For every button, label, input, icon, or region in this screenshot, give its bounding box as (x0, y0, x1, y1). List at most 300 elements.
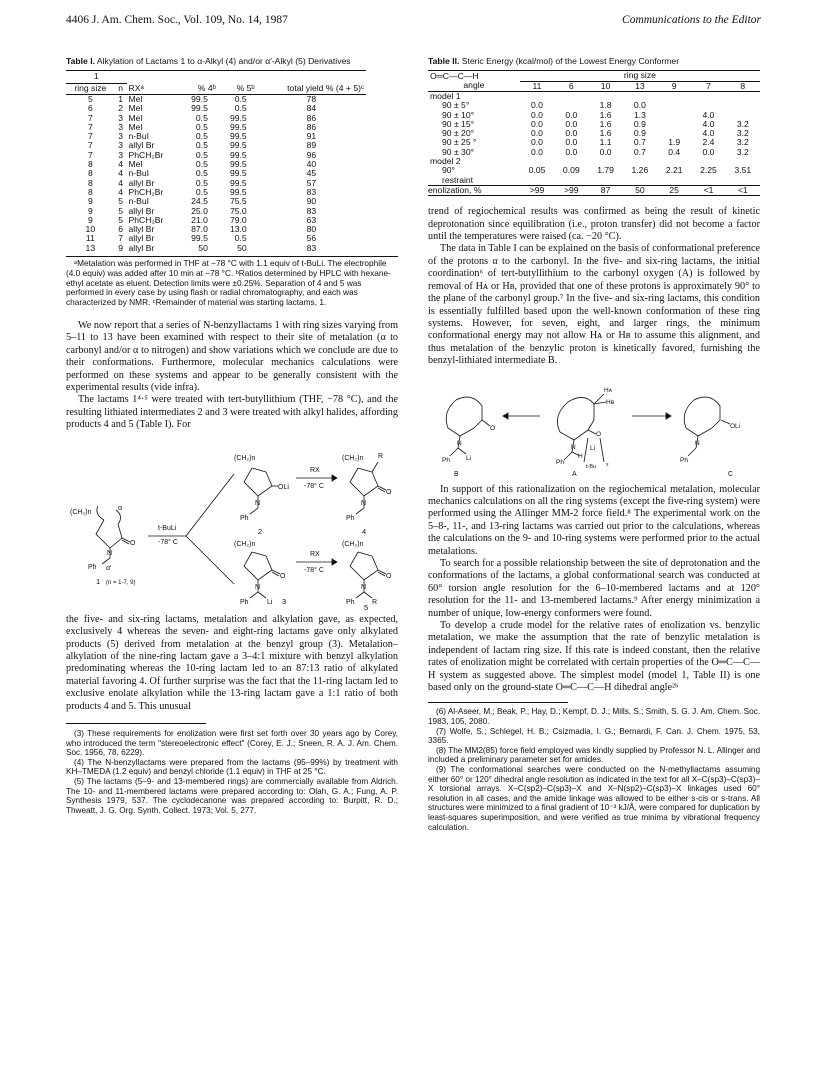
table2-cell: 0.0 (531, 118, 543, 129)
table2-cell: 87 (600, 184, 611, 195)
structure-c (684, 397, 730, 456)
table1-col-header: RXᵃ (128, 82, 144, 93)
compound-5-structure (350, 552, 386, 598)
table1-caption (66, 56, 398, 66)
table1-cell: 99.5 (229, 177, 247, 188)
table1-cell: 7 (87, 121, 93, 132)
table1-cell: 96 (306, 149, 317, 160)
table1-footnote: ᵃMetalation was performed in THF at −78 °C with 1.1 equiv of t-BuLi. The electrophile (4.0 equiv) was added after 10 min at −78 °C. ᵇRatios determined by HPLC with hexane-ethyl acetate as eluent. Detection limits were ±0.25%. Separation of 4 and 5 was performed in every case by using flash or radial chromatography, and each was characterized by NMR. ᶜRemainder of material was starting lactams, 1. (66, 258, 391, 308)
table-row (66, 141, 366, 150)
table1-cell: 5 (118, 205, 123, 216)
table2-cell: 1.8 (599, 100, 612, 111)
compound-1-ch2n: (CH₂)n (70, 508, 92, 516)
table2-cell: 0.0 (531, 128, 543, 139)
table2-cell: 25 (669, 184, 679, 195)
c-n: N (695, 439, 700, 447)
compound-2-oli: OLi (278, 483, 289, 491)
table1-group-header: 1 (66, 71, 127, 83)
compound-4-n: N (361, 499, 367, 507)
table1-cell: 91 (306, 131, 317, 142)
table2-cell: 0.09 (562, 165, 580, 176)
c-oli: OLi (730, 422, 741, 430)
table1-cell: 0.5 (234, 103, 247, 114)
table1-cell: PhCH₂Br (128, 186, 164, 197)
table1-cell: allyl Br (128, 177, 155, 188)
compound-3-structure (244, 552, 280, 598)
table1-cell: 4 (118, 159, 123, 170)
table2-ring-size: 9 (671, 80, 677, 91)
table1-cell: 0.5 (195, 149, 208, 160)
rx-temp-1: -78° C (304, 482, 324, 490)
right-paragraph-3: In support of this rationalization on the regiochemical metalation, molecular mechanics calculations on all the ring systems (except the five-ring system) were performed using the Allinger MM-2 force field.⁸ The experimental work on the 5–8-, 11-, and 13-ring lactams was carried out prior to the calculations, whereas the calculations on the 9- and 10-ring systems were performed prior to the actual metalations. (428, 483, 760, 557)
table-row (66, 132, 366, 141)
compound-2-n: N (255, 499, 261, 507)
table2-cell: 1.9 (668, 137, 681, 148)
table1-cell: allyl Br (128, 140, 155, 151)
compound-5-r: R (372, 598, 378, 606)
table2-cell: 4.0 (702, 128, 715, 139)
table-row (66, 234, 366, 243)
table2-caption-text: Steric Energy (kcal/mol) of the Lowest Energy Conformer (461, 56, 680, 66)
b-ph: Ph (442, 456, 450, 464)
table2-col0-top: O═C—C—H (430, 70, 479, 81)
table1-footnotes (66, 256, 398, 308)
table1-cell: 90 (306, 196, 317, 207)
table1-cell: n-BuI (128, 168, 150, 179)
table1-cell: 3 (118, 121, 123, 132)
table2-cell: 90 ± 30° (442, 146, 475, 157)
table2-model2-label: model 2 (430, 156, 461, 167)
footnote-5: (5) The lactams (5–9- and 13-membered rings) are commercially available from Aldrich. The 10- and 11-membered lactams were prepared according to: Olah, G. A.; Fung, A. P. Synthesis 1979, 537. The cyclodecanone was prepared according to: Burpitt, R. D.; Thweatt, J. G. Org. Synth. Collect. 1973; Vol. 5, 277. (66, 776, 398, 815)
compound-3-o: O (280, 572, 286, 580)
a-n: N (571, 443, 576, 451)
compound-3-ch2n: (CH₂)n (234, 540, 256, 548)
table2-cell: 0.4 (668, 146, 681, 157)
left-body-continued (66, 614, 398, 713)
table1-cell: 3 (118, 149, 123, 160)
table2-cell: 0.0 (702, 146, 715, 157)
left-paragraph-1: We now report that a series of N-benzyllactams 1 with ring sizes varying from 5–11 to 13 have been examined with respect to their site of metalation (α to carbonyl and/or α to nitrogen) and show variations which we conclude are due to their conformations. Furthermore, molecular mechanics calculations were performed on these systems and appear to be generally consistent with the experimental results (vide infra). (66, 320, 398, 394)
table-row (66, 104, 366, 113)
table1-cell: 9 (87, 196, 93, 207)
table1-caption-label: Table I. (66, 56, 95, 66)
table-row (66, 179, 366, 188)
table2-cell: 3.2 (736, 118, 749, 129)
left-body (66, 320, 398, 432)
left-paragraph-3: the five- and six-ring lactams, metalation and alkylation gave, as expected, exclusively 4 whereas the seven- and eight-ring lactams gave only alkylated products (5) derived from metalation at the benzyl group (3). Metalation–alkylation of the nine-ring lactam gave a 3–4:1 mixture with benzyl alkylation predominating whereas the 10-ring lactam led to an 87:13 ratio of alkylated material favoring 4. Of further surprise was the fact that the 11-ring lactam led to exclusive enolate alkylation while the 13-ring lactam gave a 1:1 ratio of both products 4 and 5. This unusual (66, 613, 398, 712)
compound-3-ph: Ph (240, 598, 249, 606)
table1-cell: 8 (87, 168, 93, 179)
table2-cell: 90° (442, 165, 455, 176)
table2-cell: 2.4 (702, 137, 715, 148)
compound-1-note: (n = 1-7, 9) (106, 579, 136, 586)
compound-2-label: 2 (258, 526, 263, 536)
table1-cell: 0.5 (234, 94, 247, 104)
b-o: O (490, 424, 496, 432)
table-row (66, 197, 366, 206)
table2-ring-size: 11 (532, 80, 542, 91)
compound-5-n: N (361, 583, 367, 591)
compound-4-r: R (378, 452, 384, 460)
table1-cell: 99.5 (191, 103, 208, 114)
table1-col-header: ring size (74, 82, 107, 93)
table1-cell: MeI (128, 94, 143, 104)
tbuli-label: t-BuLi (158, 524, 177, 532)
table1-cell: 99.5 (229, 131, 247, 142)
structure-a (557, 394, 606, 462)
branch-up (186, 474, 234, 536)
table2-cell: 0.0 (565, 137, 578, 148)
table2-cell: >99 (564, 184, 579, 195)
table1-cell: 84 (306, 103, 317, 114)
table1-cell: 3 (118, 112, 123, 123)
table2-cell: 3.2 (736, 137, 749, 148)
table1-cell: 99.5 (229, 159, 247, 170)
table-row (66, 123, 366, 132)
footnote-8: (8) The MM2(85) force field employed was kindly supplied by Professor N. L. Allinger and included a preliminary parameter set for amides. (428, 745, 760, 765)
table1-cell: 0.5 (195, 159, 208, 170)
table2-cell: <1 (703, 184, 714, 195)
left-column (66, 56, 398, 815)
table1-cell: 13.0 (229, 224, 247, 235)
compound-5-o: O (386, 572, 392, 580)
table2-cell (726, 101, 760, 110)
table2-cell: >99 (529, 184, 545, 195)
table2-group-header: ring size (520, 71, 760, 81)
right-column (428, 56, 760, 832)
right-body-continued (428, 484, 760, 695)
table1-cell: 50 (237, 242, 247, 253)
left-paragraph-2: The lactams 1⁴·⁵ were treated with tert-butyllithium (THF, −78 °C), and the resulting lithiated intermediates 2 and 3 were treated with alkyl halides, affording products 4 and 5 (Table I). For (66, 394, 398, 431)
table2-header-row (428, 81, 760, 91)
table1-cell: 50 (198, 242, 208, 253)
table1-cell: 99.5 (191, 94, 208, 104)
table1-cell: 45 (306, 168, 317, 179)
table2-caption (428, 56, 760, 66)
table2-cell: 1.6 (599, 128, 612, 139)
table1-cell: 21.0 (191, 214, 208, 225)
table2-cell: 0.0 (565, 109, 578, 120)
table1-cell: 75.5 (229, 196, 247, 207)
table2-cell: <1 (737, 184, 748, 195)
a-h: H (578, 452, 583, 460)
table1-cell: 6 (87, 103, 93, 114)
right-body (428, 206, 760, 367)
table1-cell: 7 (87, 131, 93, 142)
table1-cell: 83 (306, 186, 317, 197)
footnote-6: (6) Al-Aseer, M.; Beak, P.; Hay, D.; Kempf, D. J.; Mills, S.; Smith, S. G. J. Am. Chem. Soc. 1983, 105, 2080. (428, 707, 760, 727)
right-paragraph-2: The data in Table I can be explained on the basis of conformational preference of the protons α to the carbonyl. In the five- and six-ring lactams, the initial coordination⁶ of tert-butyllithium to the carbonyl oxygen (A) is followed by removal of Hᴀ or Hʙ, provided that one of these protons is approximately 90° to the plane of the carbonyl group.⁷ In the five- and six-ring lactams, this condition is essentially fulfilled based upon the well-known conformation of these ring systems. However, for seven, eight, and larger rings, the minimum conformational energy may not allow Hᴀ or Hʙ to assume this alignment, and thus metalation of the benzylic proton is kinetically favored, furnishing the benzyl-lithiated intermediate B. (428, 243, 760, 367)
table2-cell: 90 ± 20° (442, 128, 475, 139)
table2-caption-label: Table II. (428, 56, 460, 66)
table1-cell: 8 (87, 177, 93, 188)
compound-4-ch2n: (CH₂)n (342, 454, 364, 462)
table-row (428, 185, 760, 195)
table1-cell: 5 (118, 196, 123, 207)
table1-cell: MeI (128, 103, 143, 114)
table2-cell (657, 120, 691, 129)
b-n: N (457, 439, 462, 447)
table1-cell: 3 (118, 140, 123, 151)
table1-cell: allyl Br (128, 205, 155, 216)
table1-cell: 0.5 (195, 140, 208, 151)
compound-4-structure (350, 462, 386, 514)
table-row (428, 148, 760, 157)
table1-cell: 79.0 (229, 214, 247, 225)
table1-cell: allyl Br (128, 233, 155, 244)
compound-1-structure (96, 506, 130, 564)
compound-1-n: N (107, 549, 113, 557)
table1-cell: 3 (118, 131, 123, 142)
branch-down (186, 536, 234, 584)
left-footnotes (66, 729, 398, 815)
a-x: x (606, 461, 609, 468)
table1-cell: 13 (85, 242, 96, 253)
table1-cell: 8 (87, 159, 93, 170)
table2-cell: 0.0 (565, 128, 578, 139)
footnote-9: (9) The conformational searches were conducted on the N-methyllactams assuming either 60° or 120° dihedral angle resolution as indicated in the text for all X–C(sp3)–C(sp3)–X torsional arrays. X–C(sp2)–C(sp3)–X and X–N(sp2)–C(sp3)–X linkages used 60° resolution in all cases, and the amide linkage was allowed to be either s-cis or s-trans. All structures were minimized to a final gradient of 10⁻³ kJ/Å, were compared for duplication by least-squares superimposition, and were verified as true minima by vibrational frequency calculation. (428, 765, 760, 832)
right-footnotes (428, 703, 760, 832)
b-li: Li (466, 454, 472, 462)
table1-cell: 89 (306, 140, 317, 151)
table2-ring-size: 7 (706, 80, 711, 91)
table1-caption-text: Alkylation of Lactams 1 to α-Alkyl (4) and/or α′-Alkyl (5) Derivatives (96, 56, 351, 66)
table1-cell: allyl Br (128, 242, 155, 253)
table2-cell: 0.7 (633, 146, 646, 157)
table1-cell: MeI (128, 159, 143, 170)
a-tbu: t-Bu (586, 463, 597, 470)
table1-cell: 2 (118, 103, 123, 114)
footnote-7: (7) Wolfe, S.; Schlegel, H. B.; Csizmadia, I. G.; Bernardi, F. Can. J. Chem. 1975, 53, 3365. (428, 726, 760, 746)
table2-cell: 0.9 (633, 118, 646, 129)
table2-cell: 2.25 (700, 165, 717, 176)
a-ha: Hᴀ (604, 386, 612, 394)
table1-cell: 7 (87, 140, 93, 151)
table1-col-header: % 5ᵇ (236, 82, 255, 93)
a-li: Li (590, 444, 596, 452)
a-ph: Ph (556, 458, 564, 466)
table1-cell: 1 (118, 94, 123, 104)
table2-cell: 1.6 (599, 118, 612, 129)
table1-cell: 99.5 (229, 168, 247, 179)
table1-cell: 99.5 (229, 149, 247, 160)
table1-body (66, 95, 366, 254)
tbuli-temp: -78° C (158, 538, 178, 546)
table1-cell: PhCH₂Br (128, 149, 164, 160)
compound-2-structure (244, 468, 278, 514)
table2-ring-size: 10 (600, 80, 611, 91)
table1-cell: 7 (118, 233, 123, 244)
table2-ring-size: 8 (740, 80, 746, 91)
table2-cell: 2.21 (665, 165, 683, 176)
table1-cell: 0.5 (195, 186, 208, 197)
reaction-scheme (66, 434, 398, 610)
compound-4-ph: Ph (346, 514, 355, 522)
table2-cell: 3.51 (734, 165, 752, 176)
table1-cell: 7 (87, 149, 93, 160)
table2-body (428, 92, 760, 196)
table2-cell: 1.6 (599, 109, 612, 120)
table2-cell: 0.0 (531, 109, 543, 120)
compound-4-label: 4 (362, 526, 367, 536)
compound-3-label: 3 (282, 596, 287, 606)
table1-cell: 11 (85, 233, 95, 244)
compound-2-ph: Ph (240, 514, 249, 522)
table1-cell: 0.5 (195, 177, 208, 188)
table-row (428, 166, 760, 175)
a-o: O (596, 430, 602, 438)
table2-cell: 0.0 (531, 146, 543, 157)
table1-cell: 63 (306, 214, 317, 225)
table1-cell: 99.5 (191, 233, 208, 244)
table1-cell: 0.5 (195, 112, 208, 123)
table1-cell: 4 (118, 177, 123, 188)
compound-3-li: Li (267, 598, 273, 606)
rx-temp-2: -78° C (304, 566, 324, 574)
table1-cell: 56 (306, 233, 317, 244)
table2-cell: 3.2 (736, 146, 749, 157)
compound-5-ch2n: (CH₂)n (342, 540, 364, 548)
table2-cell: 1.3 (633, 109, 646, 120)
compound-1-o: O (130, 539, 136, 547)
table2-cell: 90 ± 5° (442, 100, 470, 111)
table2-cell: 0.0 (565, 146, 578, 157)
rx-label-2: RX (310, 550, 320, 558)
right-paragraph-4: To search for a possible relationship between the site of deprotonation and the conformations of the lactams, a global conformational search was conducted at 60° torsion angle resolution for the 6–10-membered lactams and at 120° resolution for the 11- and 13-membered lactams.⁹ After energy minimization a number of unique, low-energy conformers were found. (428, 557, 760, 619)
table2-cell: 1.1 (599, 137, 612, 148)
header-left: 4406 J. Am. Chem. Soc., Vol. 109, No. 14, 1987 (66, 14, 288, 26)
table1-cell: 99.5 (229, 121, 247, 132)
right-paragraph-1: trend of regiochemical results was confirmed as being the result of kinetic deprotonation since equilibration (i.e., proton transfer) did not become a factor until the temperatures were raised (ca. −20 °C). (428, 206, 760, 243)
table1-cell: 83 (306, 205, 317, 216)
table-row (66, 151, 366, 160)
table1-cell: 86 (306, 121, 317, 132)
table2-cell: 0.0 (599, 146, 612, 157)
table2-cell: 0.0 (531, 137, 543, 148)
table-row (66, 160, 366, 169)
table2-cell: 4.0 (702, 118, 715, 129)
table1-cell: 7 (87, 112, 93, 123)
table2 (428, 70, 760, 196)
table1-cell: 0.5 (195, 121, 208, 132)
table1 (66, 70, 366, 253)
footnote-3: (3) These requirements for enolization were first set forth over 30 years ago by Corey, who introduced the term "stereoelectronic effect" (Corey, E. J.; Sneen, R. A. J. Am. Chem. Soc. 1956, 78, 6229). (66, 728, 398, 758)
table2-cell: 0.9 (633, 128, 646, 139)
table2-cell: 0.0 (633, 100, 646, 111)
table1-cell: 25.0 (191, 205, 208, 216)
right-paragraph-5: To develop a crude model for the relative rates of enolization vs. benzylic metalation, we make the assumption that the rate of benzylic metalation is independent of lactam ring size. If this rate is indeed constant, then the relative rates of enolization might be correlated with certain properties of the O═C—C—H system as suggested above. The simplest model (model 1, Table II) is one based only on the ground-state O═C—C—H dihedral angle²ᵇ (428, 620, 760, 694)
table1-col-header: total yield % (4 + 5)ᶜ (287, 82, 364, 93)
table2-cell: 4.0 (702, 109, 715, 120)
table2-cell: 1.26 (631, 165, 649, 176)
table2-cell: 3.2 (736, 128, 749, 139)
table2-cell: 0.0 (531, 100, 543, 111)
label-c: C (728, 470, 734, 478)
table1-cell: n-BuI (128, 131, 150, 142)
table1-cell: allyl Br (128, 224, 155, 235)
table2-cell: enolization, % (428, 184, 482, 195)
table1-cell: 83 (306, 242, 317, 253)
table1-cell: 8 (87, 186, 93, 197)
table1-cell: 40 (306, 159, 317, 170)
intermediate-scheme (428, 372, 760, 480)
table2-cell: 0.7 (633, 137, 646, 148)
table2-ring-size: 6 (568, 80, 574, 91)
table-row (66, 207, 366, 216)
structure-b (446, 397, 490, 456)
table1-cell: 75.0 (229, 205, 247, 216)
table-row (66, 95, 366, 105)
compound-5-label: 5 (364, 602, 369, 610)
table2-model1-label: model 1 (430, 91, 461, 101)
table1-cell: 87.0 (191, 224, 208, 235)
table-row (66, 244, 366, 253)
label-b: B (454, 470, 459, 478)
table1-col-header: % 4ᵇ (197, 82, 216, 93)
table1-cell: 9 (87, 205, 93, 216)
table1-cell: 80 (306, 224, 317, 235)
table1-cell: 99.5 (229, 186, 247, 197)
table2-cell: 0.05 (528, 165, 546, 176)
rx-label-1: RX (310, 466, 320, 474)
table1-cell: 10 (85, 224, 96, 235)
table-row (66, 225, 366, 234)
table1-header-row (66, 83, 366, 94)
table2-cell (657, 111, 691, 120)
table1-cell: MeI (128, 121, 143, 132)
table2-col0-bottom: angle (463, 80, 485, 91)
compound-1-label: 1 (96, 576, 101, 586)
compound-2-ch2n: (CH₂)n (234, 454, 256, 462)
table2-cell: 90 ± 10° (442, 109, 475, 120)
compound-3-n: N (255, 583, 261, 591)
table2-cell: 90 ± 25 ° (442, 137, 477, 148)
table2-cell: 90 ± 15° (442, 118, 475, 129)
table1-cell: 99.5 (229, 112, 247, 123)
table2-cell: 50 (635, 184, 645, 195)
compound-1-ph: Ph (88, 563, 97, 571)
table2-cell (657, 101, 691, 110)
footnote-4: (4) The N-benzyllactams were prepared from the lactams (95–99%) by treatment with KH–TMEDA (1.2 equiv) and benzyl chloride (1.1 equiv) in THF at 25 °C. (66, 757, 398, 777)
table1-cell: 57 (306, 177, 317, 188)
a-hb: Hʙ (606, 398, 615, 406)
table1-cell: MeI (128, 112, 143, 123)
table1-cell: 0.5 (234, 233, 247, 244)
table1-cell: 4 (118, 168, 123, 179)
table1-cell: 0.5 (195, 131, 208, 142)
table1-col-header: n (118, 82, 123, 93)
table-row (66, 114, 366, 123)
table1-cell: 78 (306, 94, 317, 104)
table2-ring-size: 13 (635, 80, 645, 91)
label-a: A (572, 470, 577, 478)
table1-cell: 86 (306, 112, 317, 123)
table-row (66, 169, 366, 178)
header-right: Communications to the Editor (622, 14, 761, 26)
table1-cell: 5 (87, 94, 93, 104)
compound-1-alpha: α (118, 504, 123, 512)
table1-cell: 0.5 (195, 168, 208, 179)
table1-cell: 24.5 (191, 196, 208, 207)
table1-cell: 5 (118, 214, 123, 225)
table1-group-row (66, 71, 366, 83)
table-row (66, 216, 366, 225)
compound-5-ph: Ph (346, 598, 355, 606)
table1-cell: 6 (118, 224, 123, 235)
c-ph: Ph (680, 456, 688, 464)
compound-4-o: O (386, 488, 392, 496)
table2-cell: 0.0 (565, 118, 578, 129)
